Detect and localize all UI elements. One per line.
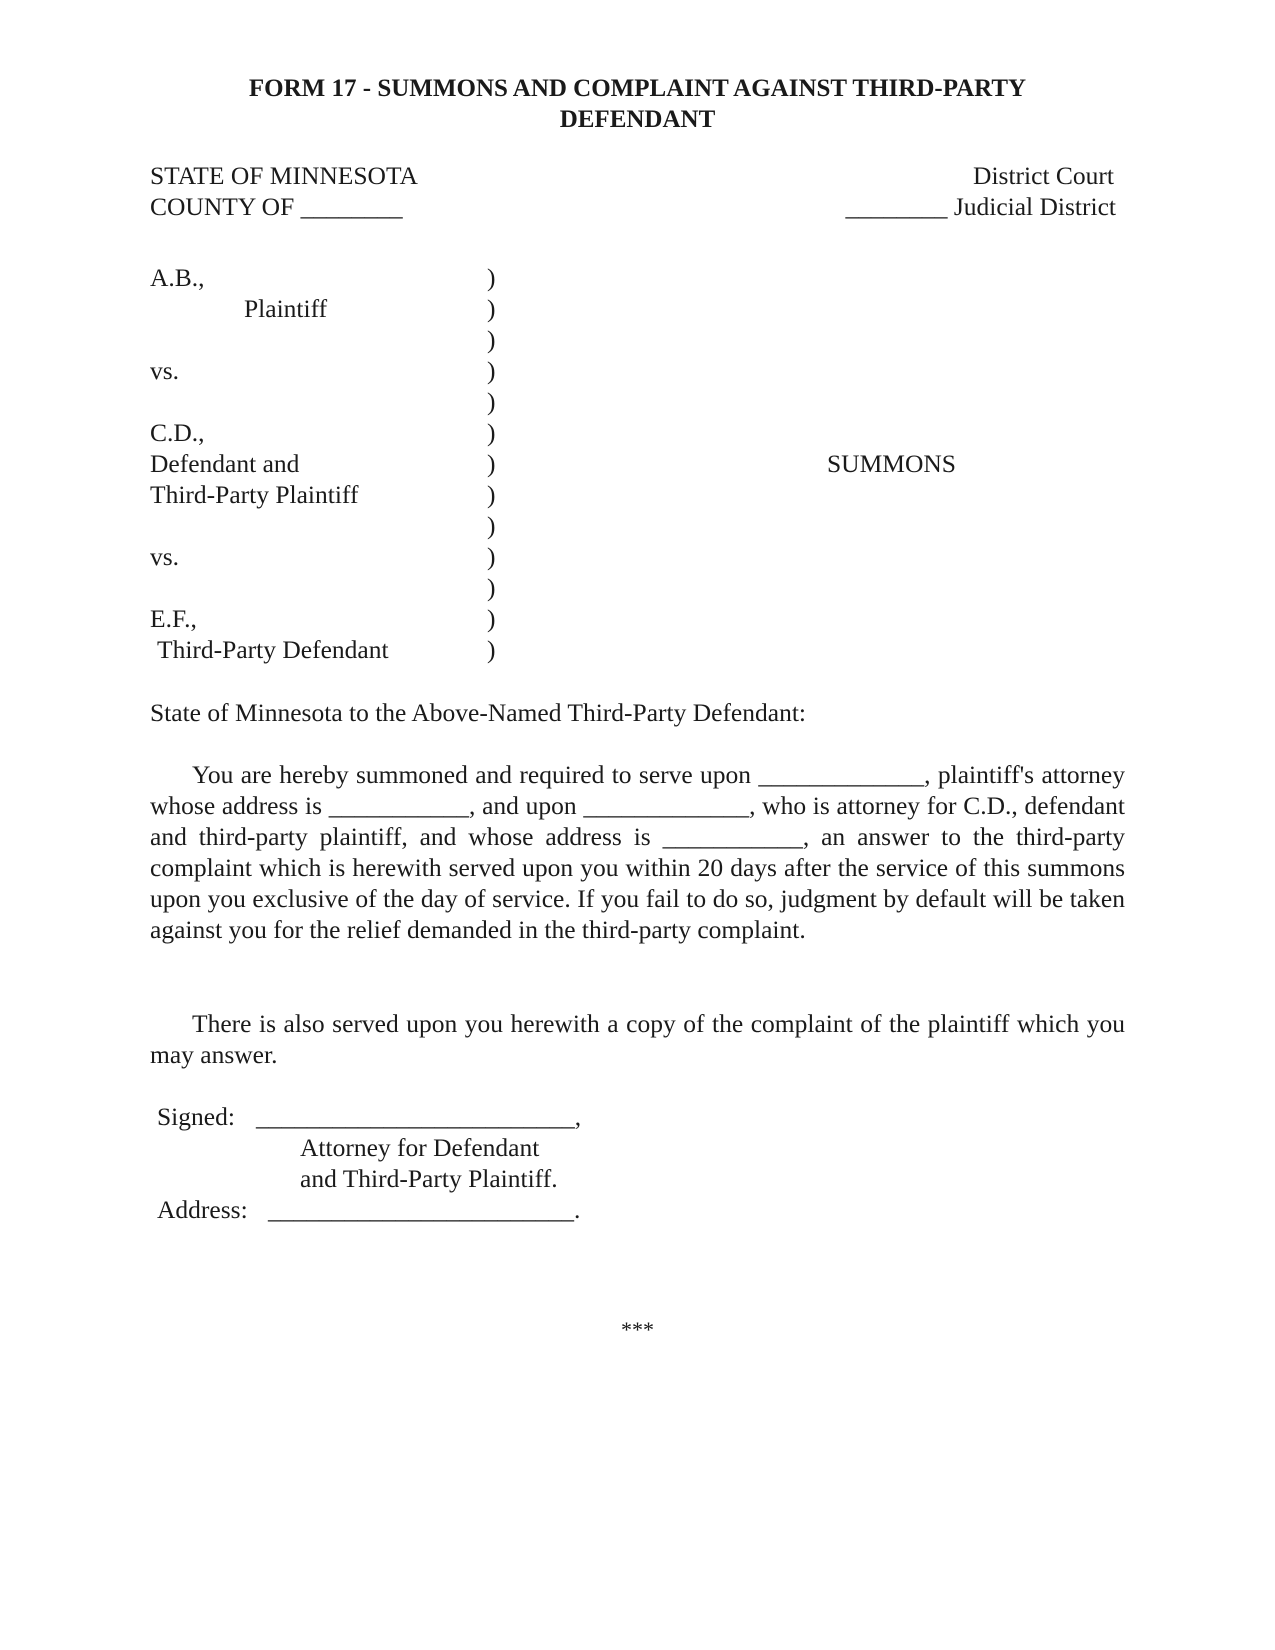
signed-label: Signed: bbox=[157, 1102, 235, 1131]
caption-parentheses bbox=[487, 262, 496, 665]
caption-paren: ) bbox=[487, 573, 496, 602]
caption-paren: ) bbox=[487, 449, 496, 478]
caption-paren: ) bbox=[487, 263, 496, 292]
defendant-name: C.D., bbox=[150, 418, 205, 447]
caption-paren: ) bbox=[487, 604, 496, 633]
address-blank: ________________________. bbox=[268, 1195, 581, 1224]
signer-role-line-2: and Third-Party Plaintiff. bbox=[300, 1164, 558, 1193]
plaintiff-name: A.B., bbox=[150, 263, 205, 292]
versus-1: vs. bbox=[150, 356, 180, 385]
address-label: Address: bbox=[157, 1195, 248, 1224]
signature-blank: _________________________, bbox=[256, 1102, 582, 1131]
form-title-line-2: DEFENDANT bbox=[559, 106, 716, 133]
defendant-role-line-2: Third-Party Plaintiff bbox=[150, 480, 359, 509]
county-label: COUNTY OF ________ bbox=[150, 192, 403, 221]
caption-paren: ) bbox=[487, 294, 496, 323]
caption-paren: ) bbox=[487, 418, 496, 447]
caption-paren: ) bbox=[487, 635, 496, 664]
versus-2: vs. bbox=[150, 542, 180, 571]
third-party-name: E.F., bbox=[150, 604, 197, 633]
district-label: ________ Judicial District bbox=[845, 192, 1116, 221]
third-party-role: Third-Party Defendant bbox=[157, 635, 389, 664]
form-title bbox=[150, 73, 1125, 135]
signer-role-line-1: Attorney for Defendant bbox=[300, 1133, 540, 1162]
document-type: SUMMONS bbox=[827, 449, 956, 478]
summons-paragraph-1: You are hereby summoned and required to serve upon _____________, plaintiff's attorney whose address is ___________, and upon _____________, who is attorney for C.D., defendant and third-party plaintiff, and whose address is ___________, an answer to the third-party complaint which is herewith served upon you within 20 days after the service of this summons upon you exclusive of the day of service. If you fail to do so, judgment by default will be taken against you for the relief demanded in the third-party complaint. bbox=[150, 760, 1125, 944]
caption-paren: ) bbox=[487, 480, 496, 509]
footer-mark: *** bbox=[621, 1317, 654, 1342]
caption-paren: ) bbox=[487, 511, 496, 540]
caption-paren: ) bbox=[487, 542, 496, 571]
summons-paragraph-2: There is also served upon you herewith a copy of the complaint of the plaintiff which you may answer. bbox=[150, 1009, 1125, 1069]
address-line: State of Minnesota to the Above-Named Third-Party Defendant: bbox=[150, 698, 806, 727]
defendant-role-line-1: Defendant and bbox=[150, 449, 300, 478]
form-title-line-1: FORM 17 - SUMMONS AND COMPLAINT AGAINST THIRD-PARTY bbox=[248, 75, 1027, 102]
caption-paren: ) bbox=[487, 325, 496, 354]
court-label: District Court bbox=[973, 161, 1114, 190]
plaintiff-role: Plaintiff bbox=[244, 294, 328, 323]
state-label: STATE OF MINNESOTA bbox=[150, 161, 418, 190]
caption-paren: ) bbox=[487, 387, 496, 416]
caption-paren: ) bbox=[487, 356, 496, 385]
